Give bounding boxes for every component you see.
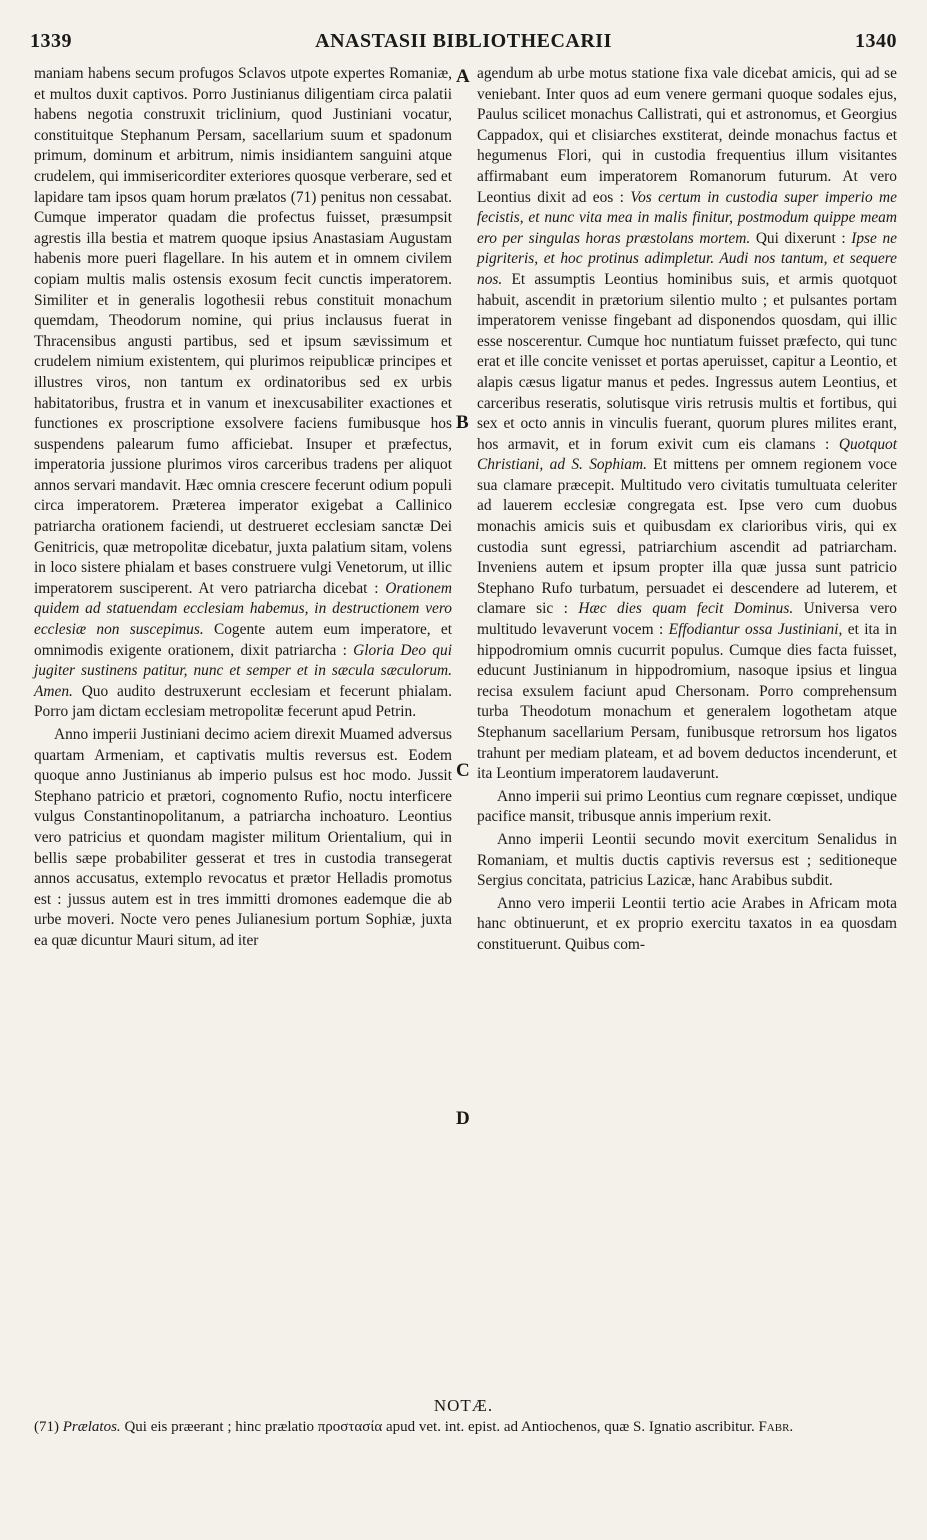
quote: Effodiantur ossa Justiniani, [668, 621, 843, 639]
right-paragraph-1: agendum ab urbe motus statione fixa vale dicebat amicis, qui ad se veniebant. Inter quos ad eum venere germani quoque sodales ejus, Paulus scilicet monachus Callistrati, qui et astronomus, et Georgius Cappadox, qui et clisiarches exstiterat, deinde monachus factus et hegumenus Flori, qui in custodia frequentius illum visitantes affirmabant eum imperatorem Romanorum futurum. At vero Leontius dixit ad eos : Vos certum in custodia super imperio me fecistis, et nunc vita mea in malis finitur, postmodum quippe meam ero per singulas horas præstolans mortem. Qui dixerunt : Ipse ne pigriteris, et hoc protinus adimpletur. Audi nos tantum, et sequere nos. Et assumptis Leontius hominibus suis, et armis quotquot habuit, ascendit in prætorium silentio multo ; et pulsantes portam imperatorem venisse fingebant ad disponendos quosdam, qui illic esse noscerentur. Cumque hoc nuntiatum fuisset præfecto, qui tunc erat et ille concite venisset et portas aperuisset, capitur a Leontio, et alapis cæsus ligatur manus et pedes. Ingressus autem Leontius, et carceribus reseratis, solutisque viris retrusis multis et fortibus, qui sex et octo annis in vinculis fuerant, quorum plures milites erant, hos armavit, et in forum exivit cum eis clamans : Quotquot Christiani, ad S. Sophiam. Et mittens per omnem regionem voce sua clamare præcepit. Multitudo vero civitatis tumultuata celeriter ad lauerem ecclesiæ congregata est. Ipse vero cum duobus monachis amicis suis et quibusdam ex clarioribus viris, qui ex custodia sunt egressi, patriarchium ascendit ad patriarcham. Inveniens autem et ipsum propter illa quæ jussa sunt patricio Stephano Rufo turbatum, persuadet ei descendere ad luterem, et clamare sic : Hæc dies quam fecit Dominus. Universa vero multitudo levaverunt vocem : Effodiantur ossa Justiniani, et ita in hippodromium omnis cucurrit populus. Cumque dies facta fuisset, educunt Justinianum in hippodromium, nasoque ipsius et lingua recisa exsulem faciunt apud Chersonam. Porro comprehensum turba Theodotum monachum et generalem logothetam atque Stephanum sacellarium Persam, funibusque retrorsum hos ligatos trahunt per mediam plateam, et ad bovem deductos incenderunt, et ita Leontium imperatorem laudaverunt. [477, 65, 897, 783]
footnote-71 [34, 1418, 893, 1437]
margin-letter-d: D [456, 1108, 470, 1129]
footnote-text: Qui eis præerant ; hinc prælatio προστασία apud vet. int. epist. ad Antiochenos, quæ S. Ignatio ascribitur. [124, 1419, 755, 1435]
quote: Gloria Deo qui jugiter sustinens patitur, nunc et semper et in sæcula sæculorum. Amen. [34, 641, 452, 700]
page-number-left: 1339 [30, 30, 72, 52]
page-number-right: 1340 [855, 30, 897, 52]
running-title: ANASTASII BIBLIOTHECARII [315, 30, 612, 52]
quote: Orationem quidem ad statuendam ecclesiam habemus, in destructionem vero ecclesiæ non suscepimus. [34, 579, 452, 639]
left-paragraph-2: Anno imperii Justiniani decimo aciem direxit Muamed adversus quartam Armeniam, et captivatis multis reversus est. Eodem quoque anno Justinianus ab imperio pulsus est hoc modo. Jussit Stephano patricio et prætori, cognomento Rufio, noctu interficere vulgus Constantinopolitanum, a patriarcha inchoaturo. Leontius vero patricius et quondam magister militum Orientalium, qui in bellis sæpe probabiliter gesserat et tres in custodia transegerat annos accusatus, extemplo revocatus et prætor Helladis promotus est : jussus autem est in tres immitti dromones eademque die ab urbe moveri. Nocte vero penes Julianesium portum Sophiæ, juxta ea quæ dicuntur Mauri situm, ad iter [34, 726, 452, 949]
footnote-signature: Fabr. [758, 1419, 794, 1435]
margin-letter-b: B [456, 412, 469, 433]
running-header [30, 30, 897, 64]
left-column [34, 64, 452, 952]
left-paragraph-1: maniam habens secum profugos Sclavos utpote expertes Romaniæ, et multos duxit captivos. Porro Justinianus diligentiam circa palatii habens negotia construxit triclinium, quod Justiniani vocatur, constituitque Stephanum Persam, sacellarium suum et spadonum primum, dominum et arbitrum, nimis insidiantem sanguini atque crudelem, qui immisericorditer exteriores quosque verberare, sed et lapidare tam ipsos quam horum prælatos (71) penitus non cessabat. Cumque imperator quadam die profectus fuisset, præsumpsit agrestis illa bestia et matrem quoque ipsius Anastasiam Augustam habenis more pueri flagellare. In his autem et in omnem civilem copiam multis malis ostensis exosum fecit cunctis imperatorem. Similiter et in generalis logothesii rebus constituit monachum quemdam, Theodorum nomine, qui prius inclausus fuerat in Thracensibus angusti partibus, sed et ipsum sævissimum et crudelem nimium existentem, qui plurimos reipublicæ principes et illustres viros, non tantum ex ordinatoribus sed ex urbis habitatoribus, frustra et in vanum et inexcusabiliter exactiones et functiones ex proscriptione exsolvere faciens fumibusque hos suspendens palearum fumo afficiebat. Insuper et præfectus, imperatoria jussione plurimos viros carceribus tradens per aliquot annos servari mandavit. Hæc omnia crescere fecerunt odium populi circa imperatorem. Præterea imperator exigebat a Callinico patriarcha orationem faciendi, ut destrueret ecclesiam sanctæ Dei Genitricis, quæ metropolitæ dicebatur, juxta palatium sitam, volens in loco sistere phialam et bases construere vulgi Venetorum, ut illic imperatorem susciperent. At vero patriarcha dicebat : Orationem quidem ad statuendam ecclesiam habemus, in destructionem vero ecclesiæ non suscepimus. Cogente autem eum imperatore, et omnimodis exigente orationem, dixit patriarcha : Gloria Deo qui jugiter sustinens patitur, nunc et semper et in sæcula sæculorum. Amen. Quo audito destruxerunt ecclesiam et fecerunt phialam. Porro jam dictam ecclesiam metropolitæ fecerunt apud Petrin. [34, 65, 452, 721]
right-paragraph-2: Anno imperii sui primo Leontius cum regnare cœpisset, undique pacifice mansit, tribusque annis imperium rexit. [477, 787, 897, 826]
right-paragraph-4: Anno vero imperii Leontii tertio acie Arabes in Africam mota hanc obtinuerunt, et ex proprio exercitu taxatos in ea quosdam constituerunt. Quibus com- [477, 894, 897, 953]
quote: Vos certum in custodia super imperio me fecistis, et nunc vita mea in malis finitur, postmodum quippe meam ero per singulas horas præstolans mortem. [477, 188, 897, 247]
right-column [477, 64, 897, 956]
quote: Quotquot Christiani, ad S. Sophiam. [477, 435, 897, 474]
quote: Ipse ne pigriteris, et hoc protinus adimpletur. Audi nos tantum, et sequere nos. [477, 229, 897, 288]
footnote-lemma: Prælatos. [62, 1419, 121, 1435]
footnote-number: (71) [34, 1419, 59, 1435]
right-paragraph-3: Anno imperii Leontii secundo movit exercitum Senalidus in Romaniam, et multis ductis captivis reversus est ; seditioneque Sergius concitata, patricius Lazicæ, hanc Arabibus subdit. [477, 830, 897, 890]
notes-heading: NOTÆ. [433, 1396, 494, 1415]
margin-letter-a: A [456, 66, 470, 87]
quote: Hæc dies quam fecit Dominus. [578, 600, 794, 618]
margin-letter-c: C [456, 760, 470, 781]
